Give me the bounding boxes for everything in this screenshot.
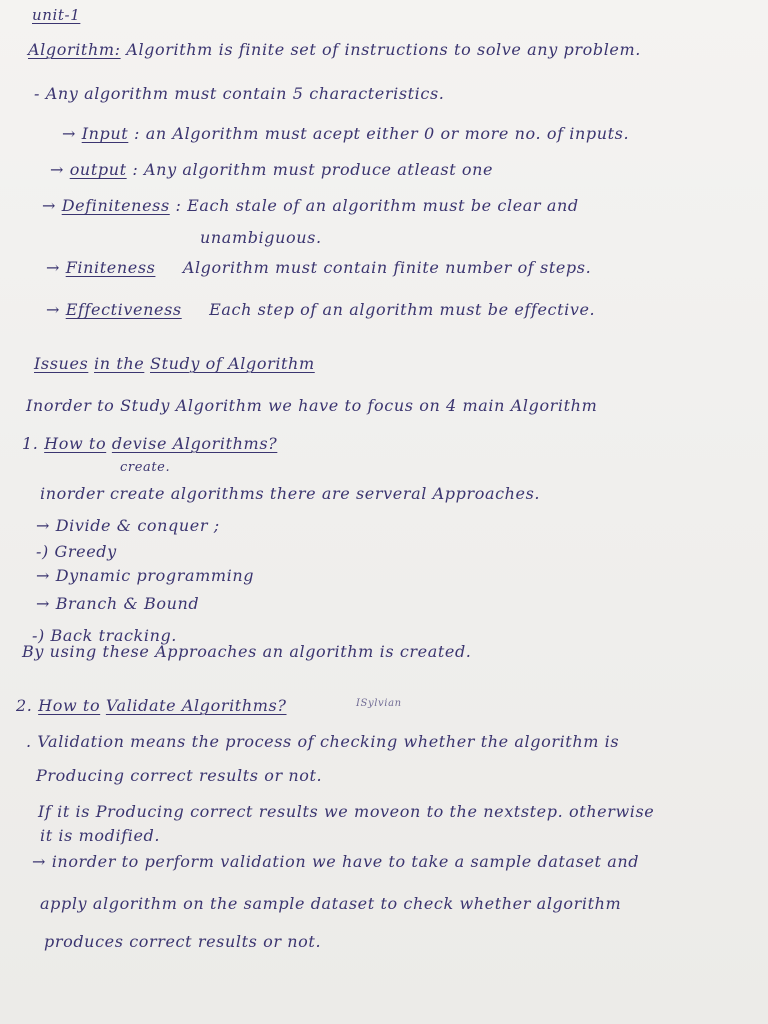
characteristic-output bbox=[50, 160, 493, 179]
definition-term: Algorithm: bbox=[28, 40, 121, 59]
point2-line: If it is Producing correct results we moveon to the nextstep. otherwise bbox=[38, 802, 655, 821]
arrow-icon: → bbox=[62, 124, 77, 143]
point2-line: apply algorithm on the sample dataset to check whether algorithm bbox=[40, 894, 622, 913]
characteristics-intro: - Any algorithm must contain 5 characteristics. bbox=[34, 84, 445, 103]
characteristic-definiteness bbox=[42, 196, 579, 215]
arrow-icon: → bbox=[46, 258, 61, 277]
point1-heading bbox=[22, 434, 277, 453]
separator: : bbox=[134, 124, 140, 143]
separator: : bbox=[132, 160, 139, 179]
point1-text: inorder create algorithms there are serveral Approaches. bbox=[40, 484, 541, 503]
approach-item: → Divide & conquer ; bbox=[36, 516, 220, 535]
separator: : bbox=[175, 196, 182, 215]
point2-heading bbox=[16, 696, 287, 715]
characteristic-text: Each stale of an algorithm must be clear and bbox=[187, 196, 579, 215]
approach-item: -) Greedy bbox=[36, 542, 117, 561]
point-underlined: devise Algorithms? bbox=[111, 434, 278, 453]
definiteness-continuation: unambiguous. bbox=[200, 228, 322, 247]
point-number: 1. bbox=[22, 434, 39, 453]
point2-line: Producing correct results or not. bbox=[36, 766, 323, 785]
issues-intro: Inorder to Study Algorithm we have to focus on 4 main Algorithm bbox=[26, 396, 598, 415]
definition-line bbox=[28, 40, 641, 59]
characteristic-effectiveness bbox=[46, 300, 595, 319]
characteristic-label: Effectiveness bbox=[65, 300, 182, 319]
arrow-icon: → bbox=[42, 196, 57, 215]
point-underlined: Validate Algorithms? bbox=[105, 696, 287, 715]
characteristic-label: Definiteness bbox=[61, 196, 170, 215]
point2-line: produces correct results or not. bbox=[44, 932, 322, 951]
arrow-icon: → bbox=[50, 160, 65, 179]
characteristic-finiteness bbox=[46, 258, 591, 277]
characteristic-label: Finiteness bbox=[65, 258, 156, 277]
characteristic-label: Input bbox=[81, 124, 129, 143]
approach-item: → Dynamic programming bbox=[36, 566, 255, 585]
issues-title bbox=[34, 354, 315, 373]
point-number: 2. bbox=[16, 696, 33, 715]
characteristic-label: output bbox=[69, 160, 127, 179]
point2-line: . Validation means the process of checking whether the algorithm is bbox=[26, 732, 620, 751]
characteristic-text: an Algorithm must acept either 0 or more no. of inputs. bbox=[145, 124, 630, 143]
issues-title-a: Issues bbox=[34, 354, 89, 373]
point2-line: it is modified. bbox=[40, 826, 161, 845]
point-prefix: How to bbox=[38, 696, 101, 715]
unit-heading: unit-1 bbox=[32, 6, 81, 24]
point2-line: → inorder to perform validation we have to take a sample dataset and bbox=[32, 852, 640, 871]
approach-item: → Branch & Bound bbox=[36, 594, 200, 613]
point2-annotation: ISylvian bbox=[356, 698, 402, 709]
characteristic-text: Any algorithm must produce atleast one bbox=[144, 160, 494, 179]
characteristic-text: Algorithm must contain finite number of steps. bbox=[182, 258, 592, 277]
arrow-icon: → bbox=[46, 300, 61, 319]
point1-conclusion: By using these Approaches an algorithm is created. bbox=[22, 642, 472, 661]
point-prefix: How to bbox=[44, 434, 107, 453]
issues-title-c: Study of Algorithm bbox=[150, 354, 315, 373]
point1-annotation: create. bbox=[120, 460, 171, 475]
characteristic-text: Each step of an algorithm must be effective. bbox=[209, 300, 596, 319]
approach-item: -) Back tracking. bbox=[32, 626, 177, 645]
issues-title-b: in the bbox=[94, 354, 145, 373]
definition-text: Algorithm is finite set of instructions to solve any problem. bbox=[126, 40, 641, 59]
characteristic-input bbox=[62, 124, 629, 143]
